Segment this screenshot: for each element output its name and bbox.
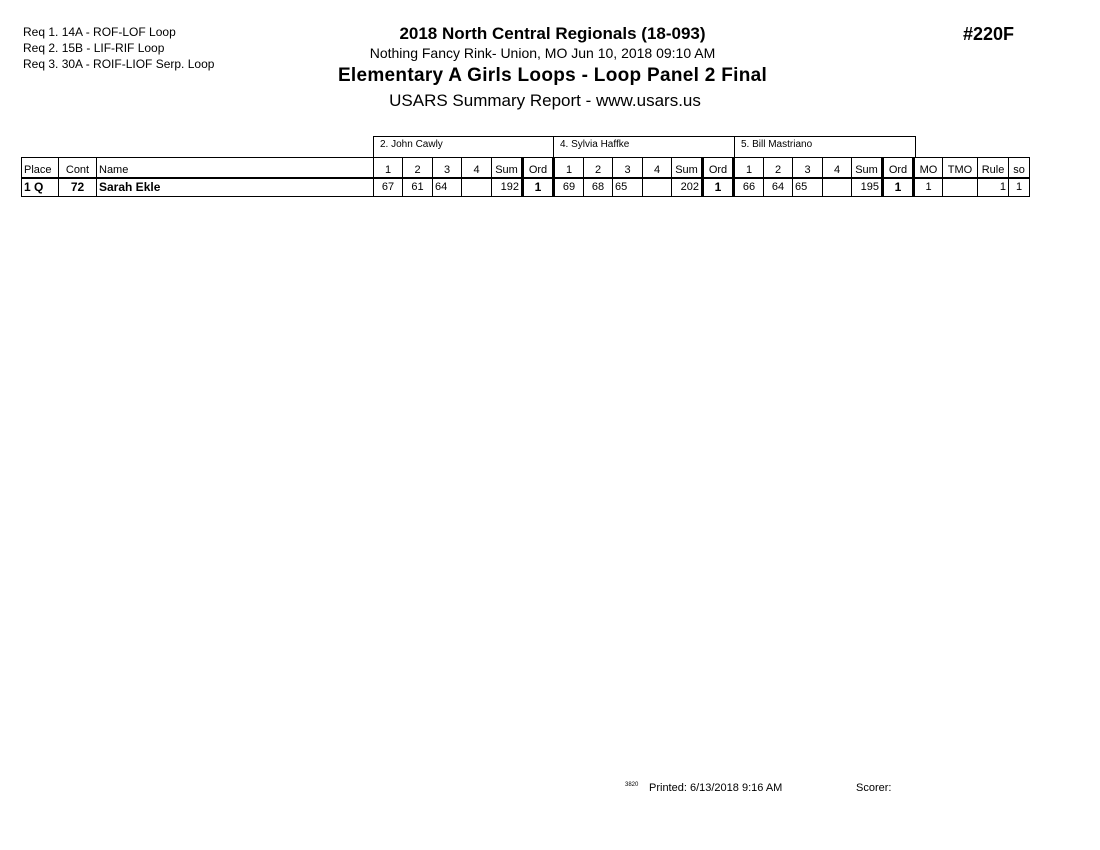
judge-header-3: 5. Bill Mastriano: [734, 136, 916, 157]
col-j1-s3: 3: [433, 158, 462, 178]
cell-so: 1: [1009, 178, 1030, 197]
cell-place: 1 Q: [22, 178, 59, 197]
cell-mo: 1: [914, 178, 943, 197]
col-name: Name: [97, 158, 374, 178]
event-title: Elementary A Girls Loops - Loop Panel 2 Final: [337, 65, 768, 86]
requirement-2: Req 2. 15B - LIF-RIF Loop: [23, 41, 165, 55]
col-rule: Rule: [978, 158, 1009, 178]
col-j2-s1: 1: [554, 158, 584, 178]
col-so: so: [1009, 158, 1030, 178]
requirement-1: Req 1. 14A - ROF-LOF Loop: [23, 25, 176, 39]
results-table: [21, 157, 1030, 197]
col-j1-s1: 1: [374, 158, 403, 178]
cell-j2-s2: 68: [584, 178, 613, 197]
col-j3-s4: 4: [823, 158, 852, 178]
col-tmo: TMO: [943, 158, 978, 178]
cell-j1-s2: 61: [403, 178, 433, 197]
cell-tmo: [943, 178, 978, 197]
cell-j1-s3: 64: [433, 178, 462, 197]
col-j3-s2: 2: [764, 158, 793, 178]
col-cont: Cont: [59, 158, 97, 178]
col-j1-s2: 2: [403, 158, 433, 178]
col-j1-ord: Ord: [523, 158, 554, 178]
cell-j2-s4: [643, 178, 672, 197]
cell-j3-s1: 66: [734, 178, 764, 197]
col-j3-s3: 3: [793, 158, 823, 178]
col-j2-sum: Sum: [672, 158, 703, 178]
requirement-3: Req 3. 30A - ROIF-LIOF Serp. Loop: [23, 57, 215, 71]
column-header-row: [22, 158, 1030, 178]
col-j3-sum: Sum: [852, 158, 883, 178]
col-j1-s4: 4: [462, 158, 492, 178]
cell-j3-ord: 1: [883, 178, 914, 197]
cell-j1-ord: 1: [523, 178, 554, 197]
col-j3-ord: Ord: [883, 158, 914, 178]
event-code: #220F: [963, 24, 1015, 44]
cell-cont: 72: [59, 178, 97, 197]
cell-j2-ord: 1: [703, 178, 734, 197]
cell-j1-s4: [462, 178, 492, 197]
scorer-label: Scorer:: [856, 782, 892, 794]
cell-j2-s3: 65: [613, 178, 643, 197]
printed-timestamp: Printed: 6/13/2018 9:16 AM: [649, 782, 783, 794]
cell-j3-s3: 65: [793, 178, 823, 197]
competition-title: 2018 North Central Regionals (18-093): [399, 24, 706, 43]
col-j1-sum: Sum: [492, 158, 523, 178]
judge-header-2: 4. Sylvia Haffke: [553, 136, 735, 157]
cell-j1-s1: 67: [374, 178, 403, 197]
cell-j2-s1: 69: [554, 178, 584, 197]
judge-header-1: 2. John Cawly: [373, 136, 554, 157]
col-j2-s3: 3: [613, 158, 643, 178]
table-row: [22, 178, 1030, 197]
col-j2-s4: 4: [643, 158, 672, 178]
cell-name: Sarah Ekle: [97, 178, 374, 197]
page-code: 3820: [625, 782, 639, 788]
col-j2-s2: 2: [584, 158, 613, 178]
cell-j3-sum: 195: [852, 178, 883, 197]
cell-rule: 1: [978, 178, 1009, 197]
report-title: USARS Summary Report - www.usars.us: [389, 91, 701, 110]
venue-date: Nothing Fancy Rink- Union, MO Jun 10, 2018 09:10 AM: [369, 45, 716, 61]
cell-j1-sum: 192: [492, 178, 523, 197]
col-mo: MO: [914, 158, 943, 178]
col-j2-ord: Ord: [703, 158, 734, 178]
cell-j3-s2: 64: [764, 178, 793, 197]
col-place: Place: [22, 158, 59, 178]
cell-j3-s4: [823, 178, 852, 197]
cell-j2-sum: 202: [672, 178, 703, 197]
col-j3-s1: 1: [734, 158, 764, 178]
